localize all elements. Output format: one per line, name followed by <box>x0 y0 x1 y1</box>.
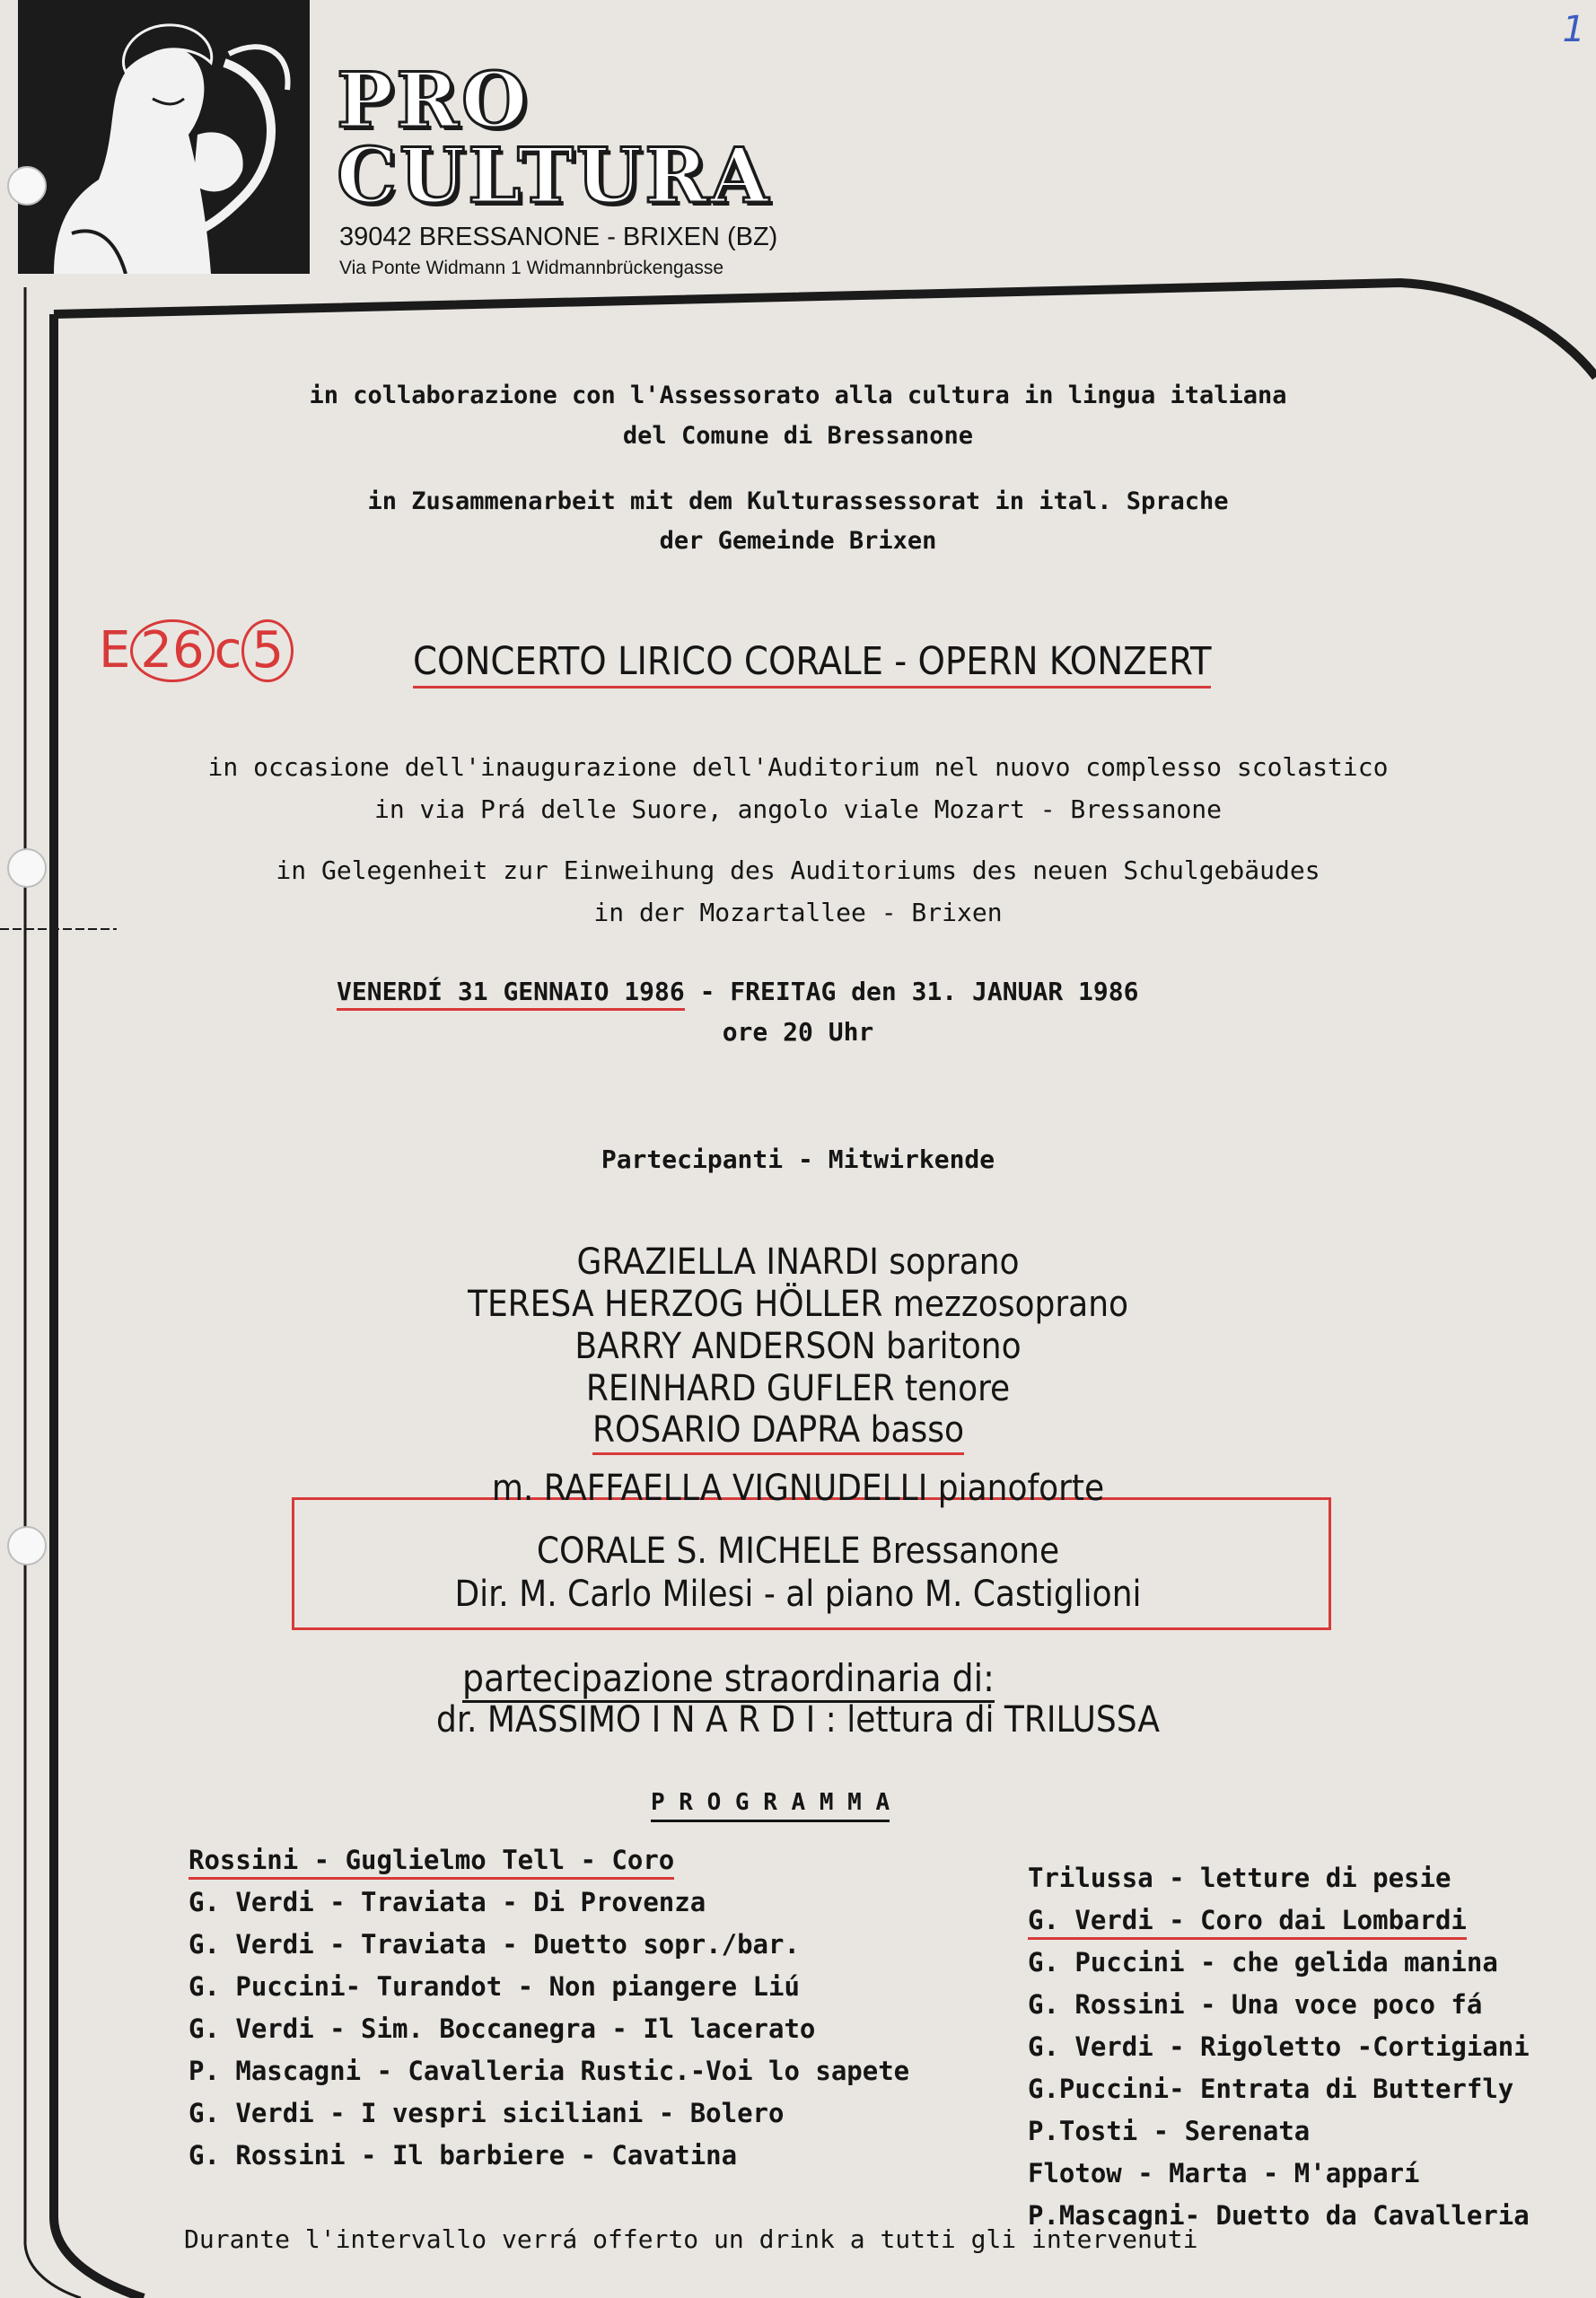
pianist: m. RAFFAELLA VIGNUDELLI pianoforte <box>491 1468 1105 1509</box>
participant-row: REINHARD GUFLER tenore <box>585 1368 1011 1409</box>
programme-item: Rossini - Guglielmo Tell - Coro <box>189 1845 674 1880</box>
list-item: Trilussa - letture di pesie <box>1028 1863 1451 1893</box>
event-time: ore 20 Uhr <box>722 1017 874 1047</box>
list-item: G. Verdi - I vespri siciliani - Bolero <box>189 2098 785 2128</box>
choir-line-1: CORALE S. MICHELE Bressanone <box>536 1531 1060 1572</box>
choir-line-2: Dir. M. Carlo Milesi - al piano M. Castiglioni <box>454 1574 1142 1615</box>
archive-code-sub: c <box>214 621 242 680</box>
event-date-de: - FREITAG den 31. JANUAR 1986 <box>684 977 1139 1006</box>
list-item <box>189 1845 909 1887</box>
brand-line-1: PRO <box>337 56 531 145</box>
occasion-it-1: in occasione dell'inaugurazione dell'Auditorium nel nuovo complesso scolastico <box>207 752 1389 782</box>
participant-row: BARRY ANDERSON baritono <box>574 1326 1022 1367</box>
concert-title-text: CONCERTO LIRICO CORALE - OPERN KONZERT <box>413 639 1211 689</box>
corner-mark: 1 <box>1562 9 1585 50</box>
participant-name: ROSARIO DAPRA basso <box>592 1409 964 1455</box>
list-item: G. Rossini - Il barbiere - Cavatina <box>189 2140 738 2171</box>
event-date <box>337 977 1138 1006</box>
collab-it-2: del Comune di Bressanone <box>622 422 974 450</box>
address-city: 39042 BRESSANONE - BRIXEN (BZ) <box>339 223 778 251</box>
list-item: Flotow - Marta - M'apparí <box>1028 2158 1420 2188</box>
list-item: P.Mascagni- Duetto da Cavalleria <box>1028 2200 1530 2231</box>
list-item: G. Puccini - che gelida manina <box>1028 1947 1498 1978</box>
archive-code-number: 26 <box>130 619 214 682</box>
special-line: dr. MASSIMO I N A R D I : lettura di TRILUSSA <box>436 1699 1160 1741</box>
occasion-de-2: in der Mozartallee - Brixen <box>593 898 1003 927</box>
list-item: G. Verdi - Rigoletto -Cortigiani <box>1028 2031 1530 2062</box>
event-day-it: VENERDÍ <box>337 977 443 1006</box>
programme-heading-text: P R O G R A M M A <box>651 1789 890 1822</box>
occasion-it-2: in via Prá delle Suore, angolo viale Mozart - Bressanone <box>373 794 1222 824</box>
occasion-de-1: in Gelegenheit zur Einweihung des Auditoriums des neuen Schulgebäudes <box>276 855 1320 885</box>
participant-row: GRAZIELLA INARDI soprano <box>576 1241 1020 1283</box>
participant-row: TERESA HERZOG HÖLLER mezzosoprano <box>467 1284 1129 1325</box>
list-item: G. Verdi - Sim. Boccanegra - Il lacerato <box>189 2013 816 2044</box>
archive-code <box>99 619 294 682</box>
brand-line-2: CULTURA <box>337 131 772 220</box>
participants-heading: Partecipanti - Mitwirkende <box>601 1145 995 1174</box>
event-date-it <box>337 977 685 1011</box>
list-item: G. Verdi - Traviata - Di Provenza <box>189 1887 706 1917</box>
address-street: Via Ponte Widmann 1 Widmannbrückengasse <box>339 258 724 278</box>
footer-note: Durante l'intervallo verrá offerto un drink a tutti gli intervenuti <box>184 2224 1198 2254</box>
programme-heading <box>651 1789 890 1816</box>
list-item: G.Puccini- Entrata di Butterfly <box>1028 2074 1514 2104</box>
list-item: G. Verdi - Traviata - Duetto sopr./bar. <box>189 1929 800 1960</box>
programme-right-list <box>1028 1863 1530 2242</box>
special-heading-text: partecipazione straordinaria di: <box>462 1656 995 1703</box>
event-date-it-rest: 31 GENNAIO 1986 <box>443 977 685 1006</box>
collab-de-2: der Gemeinde Brixen <box>659 527 937 555</box>
special-heading <box>462 1656 995 1700</box>
list-item: P. Mascagni - Cavalleria Rustic.-Voi lo sapete <box>189 2056 910 2086</box>
archive-code-letter: E <box>99 621 131 680</box>
participant-row-underlined <box>592 1409 964 1451</box>
list-item: P.Tosti - Serenata <box>1028 2116 1311 2146</box>
collab-it-1: in collaborazione con l'Assessorato alla cultura in lingua italiana <box>309 382 1287 409</box>
programme-left-list <box>189 1845 909 2182</box>
programme-item: G. Verdi - Coro dai Lombardi <box>1028 1905 1467 1940</box>
archive-code-subnumber: 5 <box>241 619 294 682</box>
collab-de-1: in Zusammenarbeit mit dem Kulturassessorat in ital. Sprache <box>367 487 1229 515</box>
concert-title <box>413 639 1211 684</box>
list-item: G. Rossini - Una voce poco fá <box>1028 1989 1483 2020</box>
list-item <box>1028 1905 1530 1947</box>
list-item: G. Puccini- Turandot - Non piangere Liú <box>189 1971 800 2002</box>
punch-hole-top <box>7 166 47 206</box>
